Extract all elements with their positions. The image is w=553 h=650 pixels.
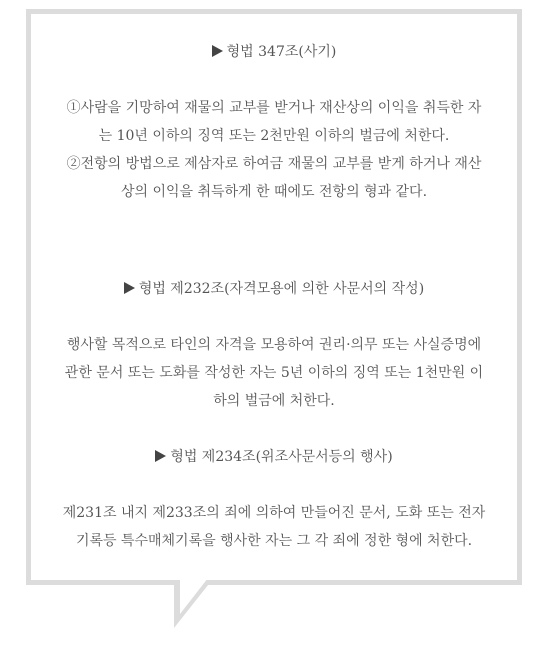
- body-line: 하의 벌금에 처한다.: [213, 393, 335, 409]
- body-line: 는 10년 이하의 징역 또는 2천만원 이하의 벌금에 처한다.: [98, 128, 450, 144]
- body-line: 상의 이익을 취득하게 한 때에도 전항의 형과 같다.: [120, 184, 428, 200]
- speech-bubble-tail-fill: [180, 578, 208, 614]
- law-text-content: [50, 38, 498, 555]
- section-heading-forged-document-use: [50, 443, 498, 471]
- play-triangle-icon: [155, 450, 166, 462]
- body-line: 제231조 내지 제233조의 죄에 의하여 만들어진 문서, 도화 또는 전자: [62, 505, 486, 521]
- body-line: 관한 문서 또는 도화를 작성한 자는 5년 이하의 징역 또는 1천만원 이: [64, 365, 484, 381]
- section-heading-fraud: [50, 38, 498, 66]
- section-body-forged-document-use: [50, 499, 498, 555]
- section-heading-qualification-misuse: [50, 275, 498, 303]
- section-body-qualification-misuse: [50, 331, 498, 415]
- play-triangle-icon: [124, 282, 135, 294]
- body-line: 행사할 목적으로 타인의 자격을 모용하여 권리·의무 또는 사실증명에: [66, 337, 482, 353]
- body-line: ②전항의 방법으로 제삼자로 하여금 재물의 교부를 받게 하거나 재산: [66, 156, 482, 172]
- body-line: 기록등 특수매체기록을 행사한 자는 그 각 죄에 정한 형에 처한다.: [75, 533, 473, 549]
- section-heading-text: 형법 제234조(위조사문서등의 행사): [170, 449, 393, 465]
- section-body-fraud: [50, 94, 498, 206]
- play-triangle-icon: [212, 45, 223, 57]
- body-line: ①사람을 기망하여 재물의 교부를 받거나 재산상의 이익을 취득한 자: [66, 100, 482, 116]
- section-heading-text: 형법 347조(사기): [226, 44, 337, 60]
- section-heading-text: 형법 제232조(자격모용에 의한 사문서의 작성): [138, 281, 425, 297]
